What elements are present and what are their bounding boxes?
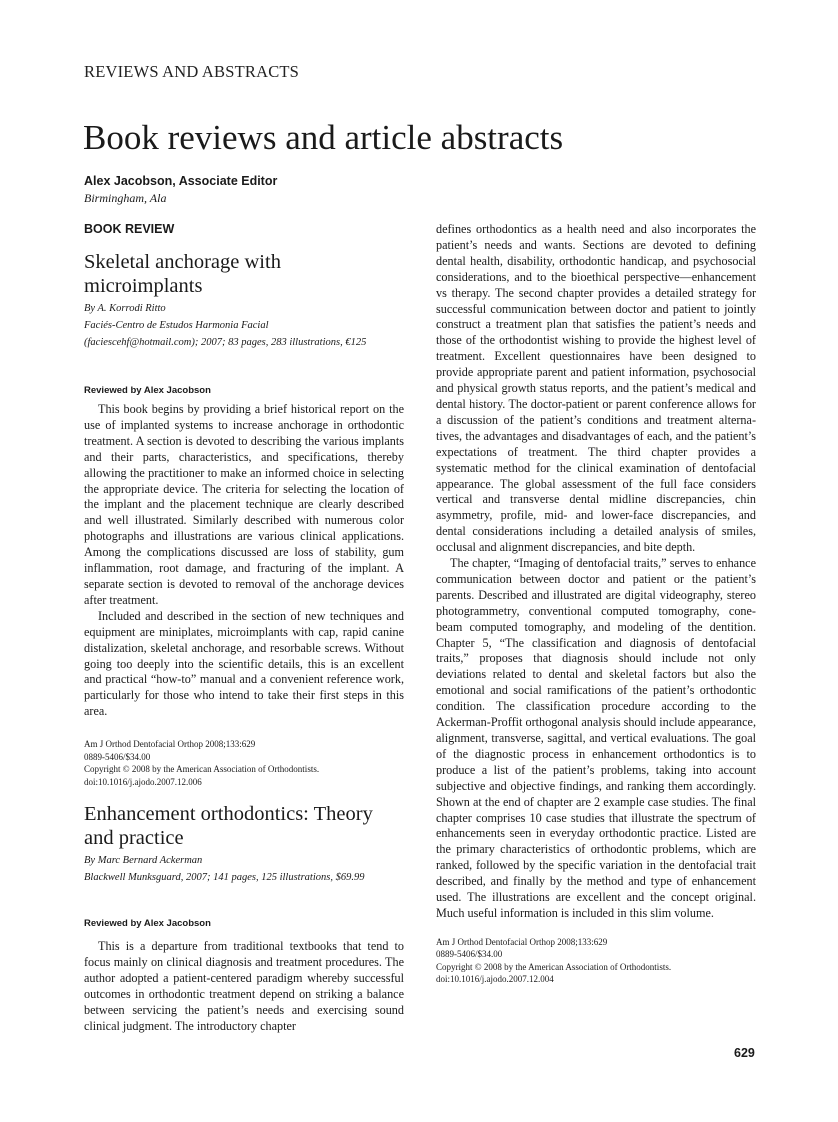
review-skeletal-anchorage	[84, 250, 404, 788]
citation-journal: Am J Orthod Dentofacial Orthop 2008;133:629	[84, 739, 256, 750]
citation-block	[436, 936, 756, 986]
review-paragraph: This book begins by providing a brief historical report on the use of implanted systems to increase anchorage in orthodontic treatment. A section is devoted to describing the various implants and their parts, characteristics, and specifications, thereby allowing the practitioner to make an informed choice in selecting the appropriate device. The criteria for selecting the location of the implant and the placement technique are clearly described and well illustrated. Similarly described with numerous color photographs and illustrations are various clinical applications. Among the complications discussed are loss of stability, gum inflammation, root damage, and fracturing of the implant. A separate section is devoted to removal of the anchorage devices after treatment.	[84, 402, 404, 607]
review-publisher: Blackwell Munksguard, 2007; 141 pages, 125 illustrations, $69.99	[84, 872, 365, 884]
review-title: Enhancement orthodontics: Theory and practice	[84, 803, 373, 850]
page-number: 629	[734, 1046, 755, 1060]
citation-issn: 0889-5406/$34.00	[84, 751, 151, 762]
review-author: By A. Korrodi Ritto	[84, 303, 166, 314]
editor-name: Alex Jacobson, Associate Editor	[84, 174, 278, 188]
review-paragraph: Included and described in the section of new techniques and equipment are miniplates, microimplants with cap, rapid canine distalization, skeletal anchorage, and resorbable screws. Without going too deeply into the scientific details, this is an excellent and practical “how-to” manual and a convenient reference work, particularly for those who intend to take their first steps in this area.	[84, 608, 404, 719]
review-author: By Marc Bernard Ackerman	[84, 855, 203, 867]
reviewed-by: Reviewed by Alex Jacobson	[84, 918, 211, 930]
review-paragraph: This is a departure from traditional textbooks that tend to focus mainly on clinical diagnosis and treatment procedures. The author adopted a patient-centered paradigm whereby successful outcomes in orthodontic treatment depend on striking a balance between servicing the patient’s needs and exercising sound clinical judgment. The introductory chapter	[84, 939, 404, 1033]
citation-issn: 0889-5406/$34.00	[436, 949, 503, 960]
left-column	[84, 250, 404, 1035]
citation-block	[84, 738, 404, 788]
publisher-email-link[interactable]: (faciescehf@hotmail.com)	[84, 337, 195, 348]
citation-doi[interactable]: doi:10.1016/j.ajodo.2007.12.006	[84, 776, 202, 787]
citation-journal: Am J Orthod Dentofacial Orthop 2008;133:629	[436, 936, 608, 947]
review-publisher: Faciés-Centro de Estudos Harmonia Facial	[84, 320, 269, 331]
review-details: ; 2007; 83 pages, 283 illustrations, €125	[194, 337, 367, 348]
right-column	[436, 222, 756, 986]
editor-location: Birmingham, Ala	[84, 191, 167, 205]
reviewed-by: Reviewed by Alex Jacobson	[84, 385, 211, 396]
category-label: BOOK REVIEW	[84, 222, 175, 236]
citation-doi[interactable]: doi:10.1016/j.ajodo.2007.12.004	[436, 974, 554, 985]
section-heading: REVIEWS AND ABSTRACTS	[84, 62, 300, 81]
citation-copyright: Copyright © 2008 by the American Association of Orthodontists.	[84, 764, 320, 775]
review-paragraph: The chapter, “Imaging of dentofacial traits,” serves to enhance communication between doctor and patient or the patient’s parents. Described and illustrated are digital videography, stereo photogrammetry, conventional computed tomography, cone-beam computed tomography, and modeling of the dentition. Chapter 5, “The classification and diagnosis of dentofacial traits,” proposes that diagnosis should include not only deviations related to dental and skeletal factors but also the emotional and social ramifications of the patient’s orthodontic condition. The classification procedure according to the Ackerman-Proffit orthogonal analysis should include appearance, alignment, transverse, sagittal, and vertical evaluations. The goal of the diagnostic process in enhancement orthodontics is to produce a list of the patient’s problems, taking into account subjective and objective findings, and ranking them accordingly. Shown at the end of chapter are 2 example case studies. The final chapter comprises 10 case studies that illustrate the spectrum of enhancements seen in everyday orthodontic practice. Listed are the primary characteristics of orthodontic problems, which are ranked, followed by the specific variation in the dentofacial trait described, and finally by the method and type of enhancement used. The illustrations are excellent and the concept original. Much useful information is included in this slim volume.	[436, 556, 756, 920]
review-paragraph-continued: defines orthodontics as a health need and also incorporates the patient’s needs and wants. Sections are devoted to defining dental health, disability, orthodontic handicap, and psychosocial considerations, and to the bioethical perspective—enhancement vs therapy. The second chapter provides a detailed strategy for successful communication between doctor and patient to jointly construct a treatment plan that satisfies the patient’s needs and those of the orthodontist wishing to provide the highest level of treatment. Excellent questionnaires have been designed to provide appropriate parent and patient information, psychosocial and physical growth status reports, and the patient’s medical and dental history. The doctor-patient or parent conference allows for a discussion of the patient’s conditions and treatment alternatives, the advantages and disadvantages of each, and the patient’s expectations of treatment. The third chapter provides a systematic method for the clinical examination of dentofacial appearance. The global assessment of the full face considers vertical and transverse dental midline discrepancies, chin asymmetry, profile, mid- and lower-face discrepancies, and dental considerations including a detailed analysis of smiles, occlusal and alignment discrepancies, and bite depth.	[436, 222, 756, 555]
citation-copyright: Copyright © 2008 by the American Association of Orthodontists.	[436, 961, 672, 972]
review-title: Skeletal anchorage with microimplants	[84, 251, 281, 297]
page-title: Book reviews and article abstracts	[83, 118, 564, 157]
review-enhancement-orthodontics	[84, 802, 404, 1034]
